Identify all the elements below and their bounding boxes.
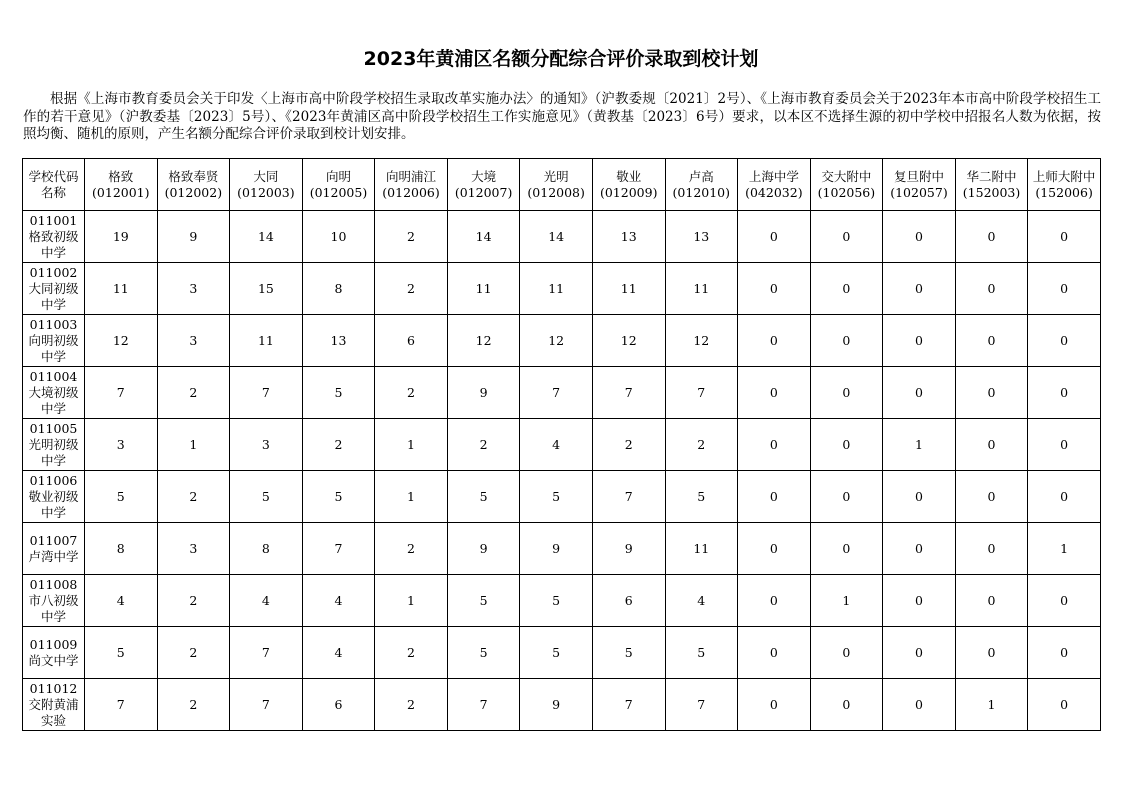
- quota-cell: 7: [592, 367, 665, 419]
- quota-cell: 5: [447, 575, 520, 627]
- high-school-name: 向明: [325, 168, 351, 184]
- quota-cell: 0: [810, 627, 883, 679]
- quota-cell: 0: [883, 211, 956, 263]
- school-cell: [23, 367, 85, 419]
- quota-cell: 5: [665, 471, 738, 523]
- quota-cell: 0: [810, 419, 883, 471]
- table-row: [23, 211, 1101, 263]
- quota-cell: 0: [955, 627, 1028, 679]
- quota-cell: 7: [85, 367, 158, 419]
- high-school-name: 华二附中: [966, 168, 1017, 184]
- quota-cell: 5: [302, 471, 375, 523]
- table-header-row: [23, 159, 1101, 211]
- quota-cell: 1: [375, 419, 448, 471]
- quota-cell: 0: [883, 471, 956, 523]
- school-cell: [23, 575, 85, 627]
- quota-cell: 9: [447, 367, 520, 419]
- school-cell-line: 中学: [40, 296, 66, 312]
- quota-cell: 0: [883, 523, 956, 575]
- allocation-table: [22, 158, 1101, 731]
- quota-cell: 5: [520, 471, 593, 523]
- high-school-code: (012007): [454, 184, 513, 200]
- quota-cell: 1: [1028, 523, 1101, 575]
- high-school-code: (012001): [92, 184, 150, 200]
- high-school-name: 上师大附中: [1032, 168, 1096, 184]
- quota-cell: 9: [520, 679, 593, 731]
- quota-cell: 9: [592, 523, 665, 575]
- quota-cell: 5: [447, 627, 520, 679]
- school-cell-line: 011007: [29, 532, 78, 548]
- quota-cell: 0: [955, 471, 1028, 523]
- quota-cell: 2: [375, 627, 448, 679]
- quota-cell: 1: [157, 419, 230, 471]
- quota-cell: 7: [85, 679, 158, 731]
- high-school-name: 上海中学: [748, 168, 799, 184]
- quota-cell: 3: [157, 315, 230, 367]
- high-school-code: (012008): [527, 184, 585, 200]
- school-cell: [23, 315, 85, 367]
- header-high-school: [592, 159, 665, 211]
- quota-cell: 0: [810, 367, 883, 419]
- quota-cell: 7: [665, 679, 738, 731]
- high-school-name: 大境: [471, 168, 497, 184]
- high-school-name: 格致奉贤: [168, 168, 219, 184]
- header-high-school: [447, 159, 520, 211]
- quota-cell: 0: [1028, 263, 1101, 315]
- quota-cell: 0: [955, 367, 1028, 419]
- table-row: [23, 575, 1101, 627]
- quota-cell: 5: [665, 627, 738, 679]
- header-high-school: [738, 159, 811, 211]
- quota-cell: 0: [955, 263, 1028, 315]
- quota-cell: 7: [230, 367, 303, 419]
- school-cell-line: 011009: [29, 636, 78, 652]
- quota-cell: 2: [157, 575, 230, 627]
- high-school-code: (012006): [382, 184, 440, 200]
- quota-cell: 5: [447, 471, 520, 523]
- quota-cell: 1: [955, 679, 1028, 731]
- quota-cell: 12: [665, 315, 738, 367]
- table-row: [23, 523, 1101, 575]
- school-cell-line: 光明初级: [28, 436, 79, 452]
- school-cell-line: 中学: [40, 244, 66, 260]
- quota-cell: 9: [520, 523, 593, 575]
- quota-cell: 0: [810, 211, 883, 263]
- quota-cell: 0: [738, 211, 811, 263]
- header-high-school: [375, 159, 448, 211]
- high-school-code: (152003): [962, 184, 1021, 200]
- quota-cell: 0: [810, 263, 883, 315]
- school-cell: [23, 263, 85, 315]
- quota-cell: 9: [447, 523, 520, 575]
- high-school-name: 向明浦江: [386, 168, 437, 184]
- quota-cell: 5: [302, 367, 375, 419]
- quota-cell: 2: [375, 523, 448, 575]
- table-row: [23, 367, 1101, 419]
- quota-cell: 11: [665, 523, 738, 575]
- table-row: [23, 471, 1101, 523]
- quota-cell: 11: [665, 263, 738, 315]
- quota-cell: 0: [1028, 367, 1101, 419]
- quota-cell: 0: [955, 575, 1028, 627]
- quota-cell: 5: [520, 627, 593, 679]
- quota-cell: 11: [447, 263, 520, 315]
- quota-cell: 2: [302, 419, 375, 471]
- quota-cell: 4: [230, 575, 303, 627]
- header-school-code-name-line: 名称: [40, 184, 66, 200]
- quota-cell: 14: [447, 211, 520, 263]
- quota-cell: 0: [1028, 627, 1101, 679]
- header-school-code-name-line: 学校代码: [28, 168, 79, 184]
- quota-cell: 0: [883, 367, 956, 419]
- quota-cell: 15: [230, 263, 303, 315]
- quota-cell: 4: [302, 575, 375, 627]
- quota-cell: 9: [157, 211, 230, 263]
- school-cell-line: 格致初级: [28, 228, 79, 244]
- quota-cell: 13: [302, 315, 375, 367]
- table-row: [23, 419, 1101, 471]
- quota-cell: 1: [375, 575, 448, 627]
- school-cell: [23, 419, 85, 471]
- high-school-name: 卢高: [688, 168, 714, 184]
- quota-cell: 1: [883, 419, 956, 471]
- quota-cell: 0: [738, 471, 811, 523]
- table-row: [23, 679, 1101, 731]
- quota-cell: 11: [520, 263, 593, 315]
- quota-cell: 13: [665, 211, 738, 263]
- quota-cell: 0: [883, 627, 956, 679]
- quota-cell: 6: [375, 315, 448, 367]
- high-school-code: (042032): [745, 184, 803, 200]
- school-cell: [23, 627, 85, 679]
- quota-cell: 0: [1028, 575, 1101, 627]
- quota-cell: 0: [1028, 471, 1101, 523]
- quota-cell: 0: [1028, 315, 1101, 367]
- quota-cell: 1: [375, 471, 448, 523]
- quota-cell: 3: [157, 523, 230, 575]
- header-high-school: [230, 159, 303, 211]
- school-cell-line: 011006: [29, 472, 78, 488]
- high-school-code: (012010): [672, 184, 731, 200]
- header-high-school: [520, 159, 593, 211]
- table-row: [23, 627, 1101, 679]
- quota-cell: 0: [810, 523, 883, 575]
- high-school-name: 复旦附中: [893, 168, 944, 184]
- quota-cell: 2: [157, 679, 230, 731]
- quota-cell: 0: [883, 679, 956, 731]
- school-cell-line: 向明初级: [28, 332, 79, 348]
- table-body: [23, 211, 1101, 731]
- quota-cell: 12: [520, 315, 593, 367]
- school-cell-line: 卢湾中学: [28, 548, 79, 564]
- quota-cell: 8: [230, 523, 303, 575]
- quota-cell: 11: [85, 263, 158, 315]
- header-school-code-name: [23, 159, 85, 211]
- quota-cell: 3: [230, 419, 303, 471]
- quota-cell: 0: [738, 627, 811, 679]
- school-cell: [23, 211, 85, 263]
- high-school-code: (012003): [237, 184, 295, 200]
- table-row: [23, 263, 1101, 315]
- school-cell-line: 011002: [29, 264, 78, 280]
- quota-cell: 7: [230, 627, 303, 679]
- quota-cell: 13: [592, 211, 665, 263]
- school-cell-line: 011005: [29, 420, 78, 436]
- quota-cell: 2: [375, 679, 448, 731]
- quota-cell: 0: [955, 419, 1028, 471]
- quota-cell: 0: [738, 367, 811, 419]
- school-cell-line: 011012: [29, 680, 78, 696]
- header-high-school: [1028, 159, 1101, 211]
- quota-cell: 5: [592, 627, 665, 679]
- quota-cell: 2: [157, 367, 230, 419]
- quota-cell: 0: [1028, 211, 1101, 263]
- school-cell-line: 敬业初级: [28, 488, 79, 504]
- quota-cell: 0: [810, 471, 883, 523]
- high-school-code: (012009): [599, 184, 658, 200]
- table-row: [23, 315, 1101, 367]
- quota-cell: 0: [883, 263, 956, 315]
- quota-cell: 12: [447, 315, 520, 367]
- school-cell-line: 中学: [40, 504, 66, 520]
- header-high-school: [955, 159, 1028, 211]
- school-cell-line: 中学: [40, 452, 66, 468]
- school-cell-line: 尚文中学: [28, 652, 79, 668]
- high-school-code: (102057): [890, 184, 948, 200]
- school-cell: [23, 679, 85, 731]
- quota-cell: 2: [447, 419, 520, 471]
- quota-cell: 7: [230, 679, 303, 731]
- quota-cell: 0: [955, 315, 1028, 367]
- quota-cell: 2: [375, 211, 448, 263]
- quota-cell: 0: [810, 679, 883, 731]
- school-cell-line: 011003: [29, 316, 78, 332]
- quota-cell: 7: [592, 471, 665, 523]
- quota-cell: 0: [883, 575, 956, 627]
- quota-cell: 7: [520, 367, 593, 419]
- quota-cell: 2: [157, 471, 230, 523]
- quota-cell: 14: [230, 211, 303, 263]
- header-high-school: [302, 159, 375, 211]
- quota-cell: 0: [955, 211, 1028, 263]
- quota-cell: 2: [375, 367, 448, 419]
- quota-cell: 0: [955, 523, 1028, 575]
- quota-cell: 6: [302, 679, 375, 731]
- school-cell-line: 011004: [29, 368, 78, 384]
- high-school-name: 交大附中: [821, 168, 872, 184]
- quota-cell: 1: [810, 575, 883, 627]
- school-cell-line: 011008: [29, 576, 78, 592]
- quota-cell: 2: [375, 263, 448, 315]
- quota-cell: 7: [592, 679, 665, 731]
- high-school-code: (012005): [309, 184, 368, 200]
- school-cell-line: 中学: [40, 400, 66, 416]
- header-high-school: [810, 159, 883, 211]
- high-school-code: (102056): [817, 184, 876, 200]
- page-title: 2023年黄浦区名额分配综合评价录取到校计划: [363, 48, 759, 70]
- school-cell: [23, 471, 85, 523]
- quota-cell: 8: [85, 523, 158, 575]
- quota-cell: 7: [665, 367, 738, 419]
- high-school-name: 大同: [253, 168, 279, 184]
- quota-cell: 2: [665, 419, 738, 471]
- quota-cell: 10: [302, 211, 375, 263]
- quota-cell: 0: [1028, 419, 1101, 471]
- quota-cell: 6: [592, 575, 665, 627]
- quota-cell: 3: [157, 263, 230, 315]
- quota-cell: 3: [85, 419, 158, 471]
- high-school-name: 格致: [108, 168, 134, 184]
- school-cell-line: 中学: [40, 348, 66, 364]
- quota-cell: 12: [85, 315, 158, 367]
- quota-cell: 11: [592, 263, 665, 315]
- header-high-school: [665, 159, 738, 211]
- quota-cell: 4: [665, 575, 738, 627]
- quota-cell: 0: [1028, 679, 1101, 731]
- quota-cell: 4: [85, 575, 158, 627]
- quota-cell: 0: [738, 315, 811, 367]
- quota-cell: 0: [738, 263, 811, 315]
- high-school-name: 敬业: [616, 168, 642, 184]
- quota-cell: 5: [85, 627, 158, 679]
- quota-cell: 7: [302, 523, 375, 575]
- school-cell: [23, 523, 85, 575]
- quota-cell: 0: [738, 419, 811, 471]
- high-school-code: (012002): [164, 184, 223, 200]
- school-cell-line: 交附黄浦: [28, 696, 79, 712]
- quota-cell: 4: [520, 419, 593, 471]
- school-cell-line: 市八初级: [28, 592, 79, 608]
- quota-cell: 7: [447, 679, 520, 731]
- quota-cell: 0: [738, 679, 811, 731]
- quota-cell: 4: [302, 627, 375, 679]
- quota-cell: 2: [592, 419, 665, 471]
- school-cell-line: 大境初级: [28, 384, 79, 400]
- high-school-name: 光明: [543, 168, 569, 184]
- quota-cell: 0: [883, 315, 956, 367]
- quota-cell: 5: [230, 471, 303, 523]
- quota-cell: 5: [85, 471, 158, 523]
- quota-cell: 5: [520, 575, 593, 627]
- header-high-school: [883, 159, 956, 211]
- quota-cell: 19: [85, 211, 158, 263]
- header-high-school: [85, 159, 158, 211]
- quota-cell: 0: [738, 523, 811, 575]
- school-cell-line: 实验: [40, 712, 66, 728]
- intro-paragraph: 根据《上海市教育委员会关于印发〈上海市高中阶段学校招生录取改革实施办法〉的通知》（沪教委规〔2021〕2号）、《上海市教育委员会关于2023年本市高中阶段学校招生工作的若干意见》（沪教委基〔2023〕5号）、《2023年黄浦区高中阶段学校招生工作实施意见》（黄教基〔2023〕6号）要求，以本区不选择生源的初中学校中招报名人数为依据，按照均衡、随机的原则，产生名额分配综合评价录取到校计划安排。: [23, 91, 1101, 142]
- school-cell-line: 011001: [29, 212, 78, 228]
- quota-cell: 11: [230, 315, 303, 367]
- quota-cell: 2: [157, 627, 230, 679]
- high-school-code: (152006): [1035, 184, 1093, 200]
- school-cell-line: 大同初级: [28, 280, 79, 296]
- quota-cell: 14: [520, 211, 593, 263]
- quota-cell: 12: [592, 315, 665, 367]
- school-cell-line: 中学: [40, 608, 66, 624]
- quota-cell: 0: [738, 575, 811, 627]
- quota-cell: 0: [810, 315, 883, 367]
- header-high-school: [157, 159, 230, 211]
- quota-cell: 8: [302, 263, 375, 315]
